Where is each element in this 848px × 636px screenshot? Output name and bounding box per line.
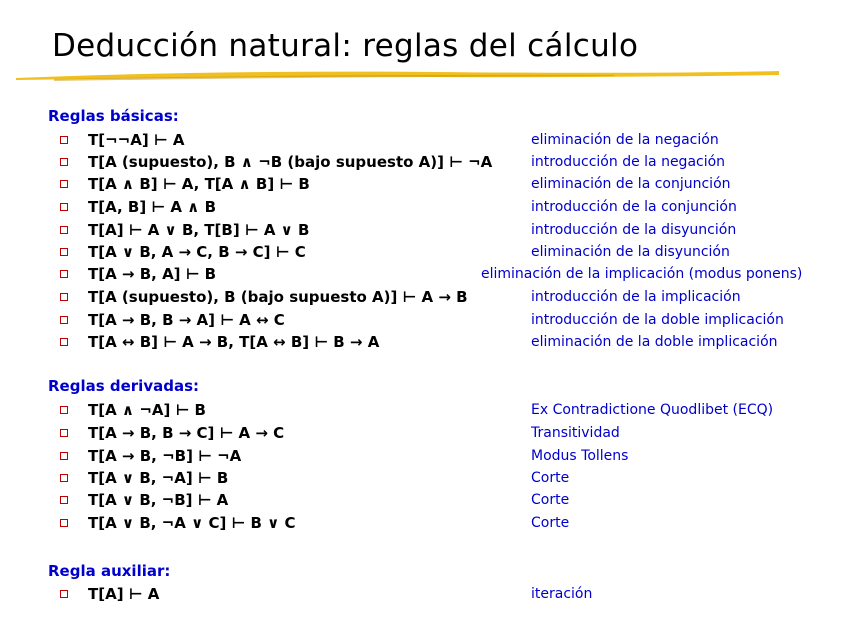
rule-formula: T[A (supuesto), B ∧ ¬B (bajo supuesto A)] ⊢ ¬A [88, 153, 493, 171]
rule-formula: T[A ∧ B] ⊢ A, T[A ∧ B] ⊢ B [88, 175, 310, 193]
rule-description: eliminación de la implicación (modus ponens) [481, 266, 803, 282]
bullet-icon [60, 180, 68, 188]
rule-description: iteración [531, 586, 593, 602]
bullet-icon [60, 270, 68, 278]
rule-formula: T[A] ⊢ A ∨ B, T[B] ⊢ A ∨ B [88, 221, 310, 239]
bullet-icon [60, 203, 68, 211]
list-item [60, 447, 820, 469]
rule-formula: T[A] ⊢ A [88, 585, 160, 603]
section-heading-auxiliary: Regla auxiliar: [48, 562, 171, 580]
rule-description: Transitividad [531, 425, 620, 441]
rule-formula: T[A → B, B → A] ⊢ A ↔ C [88, 311, 285, 329]
rule-description: eliminación de la disyunción [531, 244, 730, 260]
rule-formula: T[A ↔ B] ⊢ A → B, T[A ↔ B] ⊢ B → A [88, 333, 380, 351]
list-item [60, 514, 820, 536]
bullet-icon [60, 590, 68, 598]
list-item [60, 221, 820, 243]
rule-description: Corte [531, 492, 570, 508]
bullet-icon [60, 136, 68, 144]
rule-formula: T[A → B, A] ⊢ B [88, 265, 217, 283]
rule-description: eliminación de la doble implicación [531, 334, 778, 350]
section-heading-basic: Reglas básicas: [48, 107, 179, 125]
list-item [60, 585, 820, 607]
rule-description: introducción de la disyunción [531, 222, 737, 238]
list-item [60, 153, 820, 175]
rule-description: introducción de la conjunción [531, 199, 737, 215]
rule-description: Modus Tollens [531, 448, 629, 464]
rule-description: eliminación de la conjunción [531, 176, 731, 192]
bullet-icon [60, 338, 68, 346]
rule-formula: T[A → B, ¬B] ⊢ ¬A [88, 447, 242, 465]
bullet-icon [60, 226, 68, 234]
rule-description: Corte [531, 515, 570, 531]
list-item [60, 469, 820, 491]
rule-formula: T[A → B, B → C] ⊢ A → C [88, 424, 285, 442]
rule-formula: T[A (supuesto), B (bajo supuesto A)] ⊢ A → B [88, 288, 468, 306]
bullet-icon [60, 474, 68, 482]
page-title: Deducción natural: reglas del cálculo [52, 28, 639, 64]
title-underline [14, 66, 784, 86]
bullet-icon [60, 519, 68, 527]
list-item [60, 333, 820, 355]
bullet-icon [60, 429, 68, 437]
rule-description: introducción de la implicación [531, 289, 741, 305]
list-item [60, 198, 820, 220]
list-item [60, 243, 820, 265]
list-item [60, 424, 820, 446]
rule-formula: T[¬¬A] ⊢ A [88, 131, 185, 149]
rule-description: eliminación de la negación [531, 132, 719, 148]
list-item [60, 401, 820, 423]
list-item [60, 175, 820, 197]
rule-description: introducción de la negación [531, 154, 726, 170]
rule-description: introducción de la doble implicación [531, 312, 784, 328]
bullet-icon [60, 293, 68, 301]
bullet-icon [60, 452, 68, 460]
bullet-icon [60, 158, 68, 166]
rule-formula: T[A ∨ B, ¬B] ⊢ A [88, 491, 229, 509]
list-item [60, 491, 820, 513]
list-item [60, 265, 820, 287]
bullet-icon [60, 496, 68, 504]
rule-formula: T[A ∧ ¬A] ⊢ B [88, 401, 206, 419]
bullet-icon [60, 316, 68, 324]
rule-formula: T[A ∨ B, A → C, B → C] ⊢ C [88, 243, 306, 261]
rule-formula: T[A, B] ⊢ A ∧ B [88, 198, 217, 216]
rule-description: Ex Contradictione Quodlibet (ECQ) [531, 402, 774, 418]
list-item [60, 311, 820, 333]
list-item [60, 131, 820, 153]
list-item [60, 288, 820, 310]
rule-formula: T[A ∨ B, ¬A ∨ C] ⊢ B ∨ C [88, 514, 296, 532]
section-heading-derived: Reglas derivadas: [48, 377, 200, 395]
rule-formula: T[A ∨ B, ¬A] ⊢ B [88, 469, 229, 487]
bullet-icon [60, 406, 68, 414]
bullet-icon [60, 248, 68, 256]
rule-description: Corte [531, 470, 570, 486]
